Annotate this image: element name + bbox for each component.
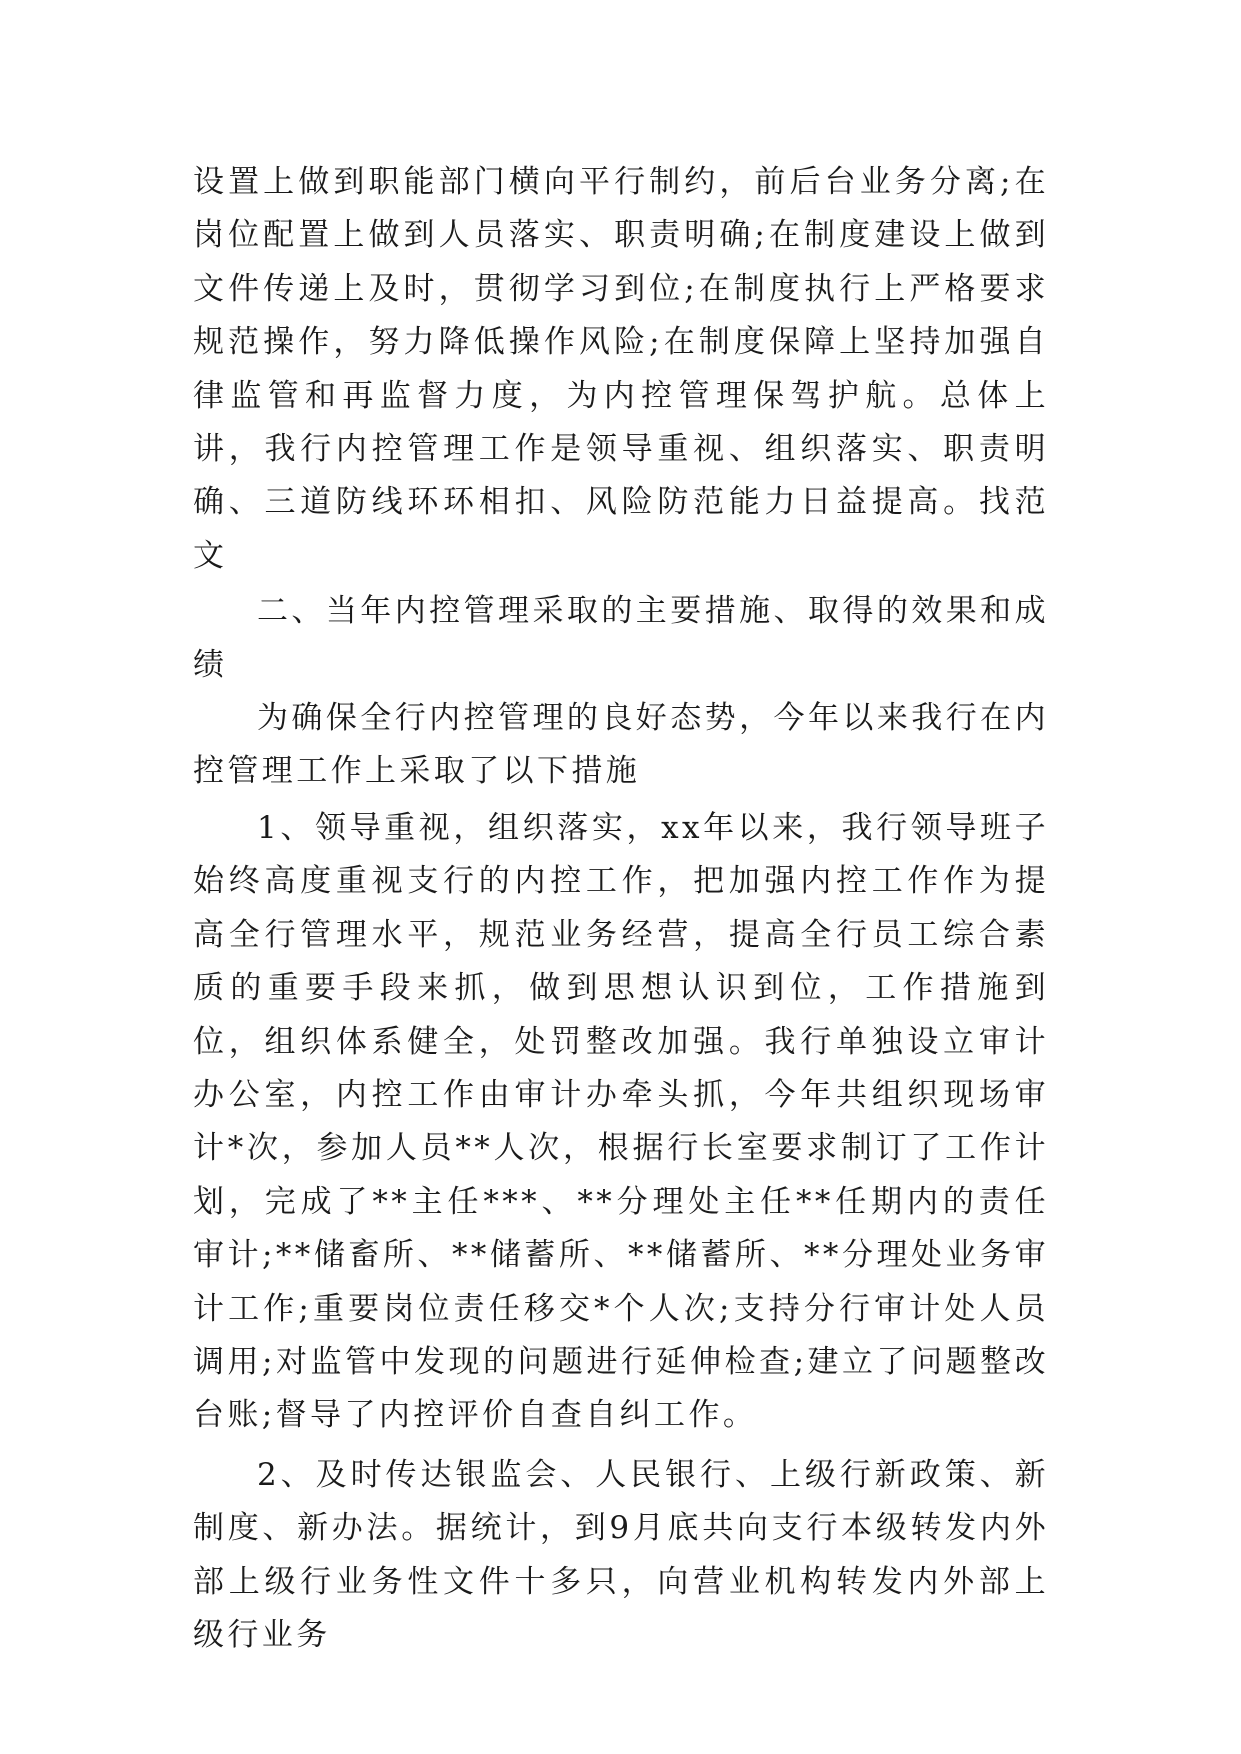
paragraph-item-1: 1、领导重视，组织落实，xx年以来，我行领导班子始终高度重视支行的内控工作，把加强内控工作作为提高全行管理水平，规范业务经营，提高全行员工综合素质的重要手段来抓，做到思想认识到位，工作措施到位，组织体系健全，处罚整改加强。我行单独设立审计办公室，内控工作由审计办牵头抓，今年共组织现场审计*次，参加人员**人次，根据行长室要求制订了工作计划，完成了**主任***、**分理处主任**任期内的责任审计;**储畜所、**储蓄所、**储蓄所、**分理处业务审计工作;重要岗位责任移交*个人次;支持分行审计处人员调用;对监管中发现的问题进行延伸检查;建立了问题整改台账;督导了内控评价自查自纠工作。 [193, 809, 1049, 1434]
paragraph-intro: 为确保全行内控管理的良好态势，今年以来我行在内控管理工作上采取了以下措施 [193, 700, 1049, 790]
document-body [193, 156, 1049, 1662]
paragraph-continuation: 设置上做到职能部门横向平行制约，前后台业务分离;在岗位配置上做到人员落实、职责明确;在制度建设上做到文件传递上及时，贯彻学习到位;在制度执行上严格要求规范操作，努力降低操作风险;在制度保障上坚持加强自律监管和再监督力度，为内控管理保驾护航。总体上讲，我行内控管理工作是领导重视、组织落实、职责明确、三道防线环环相扣、风险防范能力日益提高。找范文 [193, 164, 1049, 574]
section-heading: 二、当年内控管理采取的主要措施、取得的效果和成绩 [193, 593, 1049, 683]
paragraph-item-2: 2、及时传达银监会、人民银行、上级行新政策、新制度、新办法。据统计，到9月底共向支行本级转发内外部上级行业务性文件十多只，向营业机构转发内外部上级行业务 [193, 1456, 1049, 1653]
